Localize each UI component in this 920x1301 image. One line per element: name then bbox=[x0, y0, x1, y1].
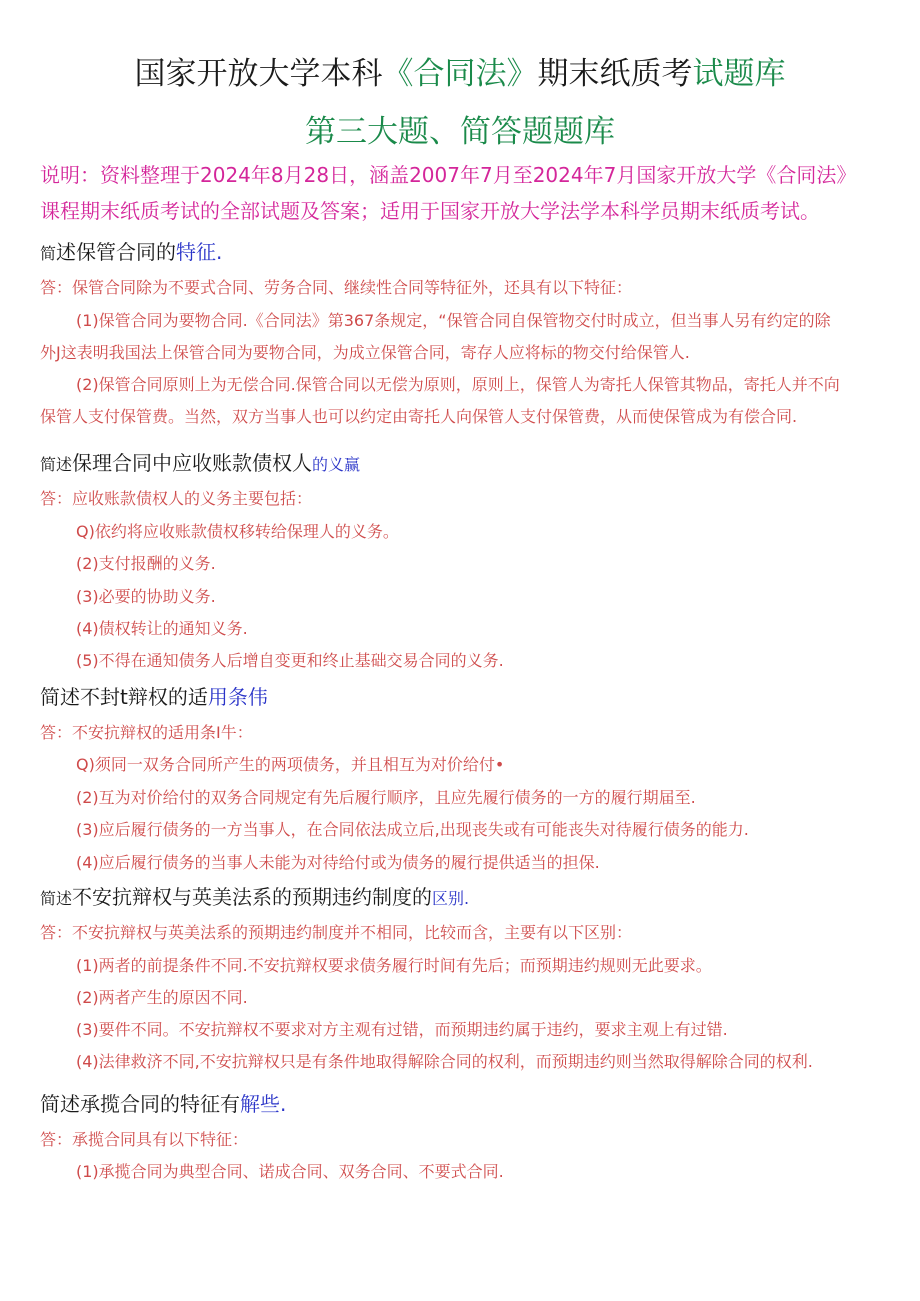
question-heading-3 bbox=[40, 682, 268, 712]
question-prefix: 简 bbox=[40, 244, 57, 263]
answer-intro-4: 答：不安抗辩权与英美法系的预期违约制度并不相同，比较而含，主要有以下区别： bbox=[40, 923, 633, 942]
answer-line: (3)必要的协助义务. bbox=[76, 587, 216, 606]
page-title bbox=[0, 52, 920, 96]
answer-intro-3: 答：不安抗辩权的适用条I牛： bbox=[40, 723, 253, 742]
question-heading-2 bbox=[40, 448, 360, 480]
question-main: 不安抗辩权与英美法系的预期违约制度的 bbox=[72, 885, 433, 909]
title-tail: 试题库 bbox=[692, 56, 786, 92]
question-suffix: 区别. bbox=[432, 889, 470, 908]
answer-line: (2)互为对价给付的双务合同规定有先后履行顺序，且应先履行债务的一方的履行期届至. bbox=[76, 788, 696, 807]
question-heading-1 bbox=[40, 237, 222, 269]
question-main: 述保管合同的 bbox=[56, 240, 177, 264]
answer-line: (3)应后履行债务的一方当事人，在合同依法成立后,出现丧失或有可能丧失对待履行债务的能力. bbox=[76, 820, 749, 839]
answer-line: (3)要件不同。不安抗辩权不要求对方主观有过错，而预期违约属于违约，要求主观上有过错. bbox=[76, 1020, 728, 1039]
question-suffix: 解些. bbox=[240, 1092, 287, 1116]
question-heading-5 bbox=[40, 1089, 286, 1119]
question-suffix: 特征. bbox=[176, 240, 223, 264]
note-line-2: 课程期末纸质考试的全部试题及答案；适用于国家开放大学法学本科学员期末纸质考试。 bbox=[40, 199, 820, 223]
answer-intro-2: 答：应收账款债权人的义务主要包括： bbox=[40, 489, 313, 508]
answer-line: Q)依约将应收账款债权移转给保理人的义务。 bbox=[76, 522, 399, 541]
question-main: 简述不封t辩权的适 bbox=[40, 685, 208, 709]
question-main: 简述承揽合同的特征有 bbox=[40, 1092, 240, 1116]
question-heading-4 bbox=[40, 882, 469, 914]
page-subtitle: 第三大题、简答题题库 bbox=[305, 114, 615, 150]
question-suffix: 用条伟 bbox=[207, 685, 268, 709]
answer-line: (2)保管合同原则上为无偿合同.保管合同以无偿为原则，原则上，保管人为寄托人保管其物品，寄托人并不向 bbox=[76, 375, 840, 394]
answer-line: (1)两者的前提条件不同.不安抗辩权要求债务履行时间有先后；而预期违约规则无此要求。 bbox=[76, 956, 712, 975]
answer-line: (4)债权转让的通知义务. bbox=[76, 619, 248, 638]
answer-intro-1: 答：保管合同除为不要式合同、劳务合同、继续性合同等特征外，还具有以下特征： bbox=[40, 278, 633, 297]
answer-line: (4)应后履行债务的当事人未能为对待给付或为债务的履行提供适当的担保. bbox=[76, 853, 600, 872]
answer-line: Q)须同一双务合同所产生的两项债务，并且相互为对价给付• bbox=[76, 755, 505, 774]
answer-line: 外J这表明我国法上保管合同为要物合同，为成立保管合同，寄存人应将标的物交付给保管人. bbox=[40, 343, 690, 362]
answer-line: (1)承揽合同为典型合同、诺成合同、双务合同、不要式合同. bbox=[76, 1162, 504, 1181]
answer-line: (1)保管合同为要物合同.《合同法》第367条规定，“保管合同自保管物交付时成立，但当事人另有约定的除 bbox=[76, 311, 831, 330]
answer-line: 保管人支付保管费。当然，双方当事人也可以约定由寄托人向保管人支付保管费，从而使保管成为有偿合同. bbox=[40, 407, 798, 426]
answer-intro-5: 答：承揽合同具有以下特征： bbox=[40, 1130, 249, 1149]
title-course: 《合同法》 bbox=[382, 56, 538, 92]
title-main: 国家开放大学本科 bbox=[134, 56, 383, 92]
answer-line: (2)两者产生的原因不同. bbox=[76, 988, 248, 1007]
title-mid: 期末纸质考 bbox=[537, 56, 693, 92]
answer-line: (2)支付报酬的义务. bbox=[76, 554, 216, 573]
answer-line: (4)法律救济不同,不安抗辩权只是有条件地取得解除合同的权利，而预期违约则当然取得解除合同的权利. bbox=[76, 1052, 813, 1071]
question-main: 保理合同中应收账款债权人 bbox=[72, 451, 313, 475]
note-line-1: 说明：资料整理于2024年8月28日，涵盖2007年7月至2024年7月国家开放大学《合同法》 bbox=[40, 163, 857, 187]
question-prefix: 简述 bbox=[40, 889, 73, 908]
question-prefix: 简述 bbox=[40, 455, 73, 474]
answer-line: (5)不得在通知债务人后增自变更和终止基础交易合同的义务. bbox=[76, 651, 504, 670]
question-suffix: 的义赢 bbox=[312, 455, 361, 474]
